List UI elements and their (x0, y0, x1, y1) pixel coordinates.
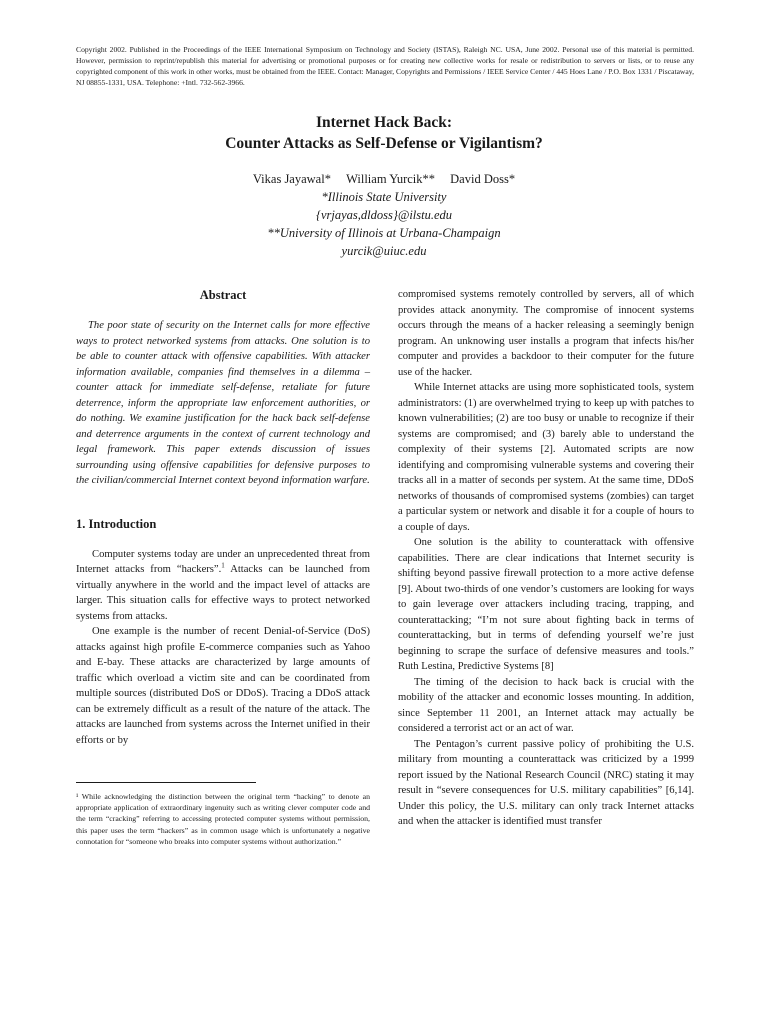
section-heading-introduction: 1. Introduction (76, 516, 157, 531)
author-block (0, 170, 768, 260)
footnote-marker: 1 (221, 561, 225, 570)
title-line-2: Counter Attacks as Self-Defense or Vigilantism? (225, 135, 543, 152)
copyright-notice: Copyright 2002. Published in the Proceedings of the IEEE International Symposium on Technology and Society (ISTAS), Raleigh NC. USA, June 2002. Personal use of this material is permitted. However, permission to reprint/republish this material for advertising or promotional purposes or for creating new collective works for resale or redistribution to servers or lists, or to reuse any copyrighted component of this work in other works, must be obtained from the IEEE. Contact: Manager, Copyrights and Permissions / IEEE Service Center / 445 Hoes Lane / P.O. Box 1331 / Piscataway, NJ 08855-1331, USA. Telephone: +Intl. 732-562-3966. (76, 45, 694, 87)
abstract-body (76, 318, 370, 489)
footnote-1: ¹ While acknowledging the distinction between the original term “hacking” to denote an appropriate application of extraordinary ingenuity such as writing clever computer code and the term “cracking” referring to accessing protected computer systems without permission, this paper uses the term “hackers” as in common usage which is unfortunately a negative connotation for “someone who breaks into computer systems without authorization.” (76, 792, 370, 846)
author-names (0, 170, 768, 188)
left-column (76, 286, 370, 847)
author-doss: David Doss* (450, 172, 516, 186)
affiliation-uiuc: **University of Illinois at Urbana-Champaign (267, 226, 501, 240)
intro-p1-text-a: Computer systems today are under an unprecedented threat from Internet attacks from “hackers”. (76, 548, 370, 575)
right-paragraph-5: The Pentagon’s current passive policy of prohibiting the U.S. military from mounting a counterattack was criticized by a 1999 report issued by the National Research Council (NRC) stating it may result in “severe consequences for U.S. military capabilities” [6,14]. Under this policy, the U.S. military can only track Internet attacks and when the attacker is identified must transfer (398, 738, 694, 827)
email-uiuc: yurcik@uiuc.edu (341, 244, 427, 258)
right-paragraph-2: While Internet attacks are using more sophisticated tools, system administrators: (1) are overwhelmed trying to keep up with patches to known vulnerabilities; (2) are too busy or unable to recognize if their systems are compromised; and (3) barely able to understand the complexity of their systems [2]. Automated scripts are now identifying and compromising vulnerable systems and covering their tracks all in a matter of seconds per system. At the same time, DDoS networks of thousands of compromised systems (zombies) can target a particular system or network and disable it for a couple of hours to a couple of days. (398, 382, 694, 533)
intro-p1-text-b: Attacks can be launched from virtually anywhere in the world and the impact level of attacks are larger. This situation calls for effective ways to protect networked systems from attacks. (76, 564, 370, 622)
paper-title (0, 112, 768, 154)
right-paragraph-1: compromised systems remotely controlled by servers, all of which provides attack anonymity. The compromise of innocent systems occurs through the means of a hacker releasing a seemingly benign program. An unknowing user installs a program that infects his/her computer and provides a backdoor to their computer for the future use of the hacker. (398, 289, 694, 378)
intro-paragraph-2: One example is the number of recent Denial-of-Service (DoS) attacks against high profile E-commerce companies such as Yahoo and E-bay. These attacks are characterized by large amounts of traffic which overload a victim site and can be coordinated from multiple sources (distributed DoS or DDoS). Tracing a DDoS attack can be extremely difficult as a result of the nature of the attack. The attacks are launched from systems across the Internet unified in their efforts or by (76, 626, 370, 746)
author-yurcik: William Yurcik** (346, 172, 436, 186)
right-column (398, 287, 694, 830)
title-line-1: Internet Hack Back: (315, 114, 453, 131)
affiliation-illinois-state: *Illinois State University (321, 190, 447, 204)
right-paragraph-4: The timing of the decision to hack back is crucial with the mobility of the attacker and economic losses mounting. In addition, since September 11 2001, an Internet attack may actually be considered a terrorist act or an act of war. (398, 676, 694, 734)
abstract-heading: Abstract (199, 288, 247, 302)
abstract-text: The poor state of security on the Internet calls for more effective ways to protect networked systems from attacks. One solution is to be able to counter attack with offensive capabilities. With attacker information available, companies find themselves in a dilemma – counter attack for immediate self-defense, retaliate for future deterrence, inform the appropriate law enforcement authorities, or do nothing. We examine justification for the hack back self-defense and deterrence arguments in the context of current technology and legal framework. This paper extends discussion of issues surrounding using offensive capabilities for defensive purposes to the civilian/commercial Internet context beyond information warfare. (76, 320, 370, 486)
right-paragraph-3: One solution is the ability to counterattack with offensive capabilities. There are clear indications that Internet security is shifting beyond passive firewall protection to a more active defense [9]. About two-thirds of one vendor’s customers are looking for ways to gain leverage over attackers including tracing, trapping, and counterattacking; “I’m not sure about fighting back in terms of counterattacking, but in terms of defending yourself we’re just beginning to scrape the surface of defensive measures and tools.” Ruth Lestina, Predictive Systems [8] (398, 537, 694, 672)
author-jayawal: Vikas Jayawal* (252, 172, 331, 186)
email-ilstu: {vrjayas,dldoss}@ilstu.edu (315, 208, 453, 222)
intro-paragraph-1 (76, 547, 370, 625)
footnote-divider (76, 782, 256, 783)
